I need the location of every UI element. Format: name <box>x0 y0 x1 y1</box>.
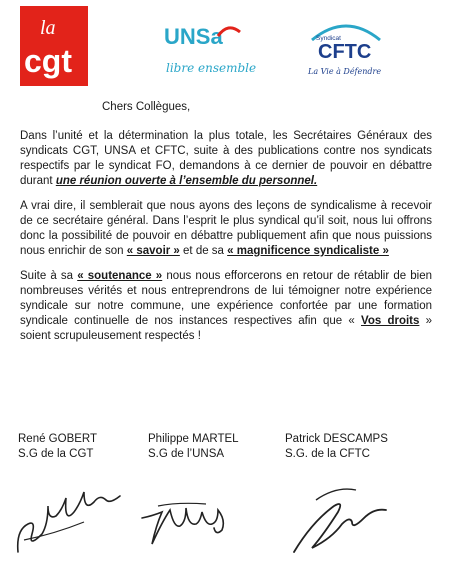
paragraph-3-start: Suite à sa <box>20 270 78 282</box>
signature-block <box>0 432 450 561</box>
cgt-logo-la: la <box>40 17 56 39</box>
signatory-name: René GOBERT <box>18 433 98 445</box>
cftc-logo <box>302 18 390 80</box>
unsa-logo-tagline: libre ensemble <box>166 61 257 75</box>
unsa-logo-text: UNSa <box>164 24 223 49</box>
paragraph-2-text: A vrai dire, il semblerait que nous ayons des leçons de syndicalisme à recevoir de ce secrétaire général. Dans l’esprit le plus syndical qu’il soit, nous lui offrons donc la possibilité de pouvoir en débattre publiquement afin que nous puissions nous enrichir de son <box>20 200 432 257</box>
cftc-logo-text: CFTC <box>318 41 372 63</box>
cftc-logo-tagline: La Vie à Défendre <box>308 67 382 76</box>
paragraph-3-emphasis-soutenance: « soutenance » <box>77 270 163 282</box>
unsa-logo <box>160 12 260 82</box>
signature-cgt <box>10 474 130 559</box>
signatory-cgt <box>18 432 97 462</box>
cftc-logo-small: Syndicat <box>316 35 341 42</box>
paragraph-2-mid: et de sa <box>179 245 228 257</box>
signatory-role: S.G de la CGT <box>18 448 94 460</box>
paragraph-1 <box>20 129 432 189</box>
signatory-role: S.G. de la CFTC <box>285 448 370 460</box>
cgt-logo <box>20 6 88 86</box>
signatory-name: Patrick DESCAMPS <box>285 433 388 445</box>
paragraph-1-emphasis: une réunion ouverte à l’ensemble du personnel. <box>55 175 318 187</box>
cgt-logo-text: cgt <box>24 43 72 79</box>
signature-unsa <box>138 478 258 558</box>
paragraph-3-end: » soient scrupuleusement respectés ! <box>20 315 432 342</box>
paragraph-3-emphasis-droits: Vos droits <box>361 315 420 327</box>
signature-cftc <box>286 476 396 560</box>
signatory-name: Philippe MARTEL <box>148 433 239 445</box>
paragraph-2-emphasis-magnificence: « magnificence syndicaliste » <box>227 245 389 257</box>
signatory-unsa <box>148 432 239 462</box>
signatory-role: S.G de l’UNSA <box>148 448 225 460</box>
paragraph-1-text: Dans l’unité et la détermination la plus totale, les Secrétaires Généraux des syndicats CGT, UNSA et CFTC, suite à des publications contre nos syndicats respectifs par le syndicat FO, demandons à ce dernier de pouvoir en débattre durant <box>20 130 432 187</box>
letter-body <box>20 100 432 354</box>
paragraph-2 <box>20 199 432 259</box>
greeting: Chers Collègues, <box>102 101 191 113</box>
signatory-cftc <box>285 432 388 462</box>
paragraph-2-emphasis-savoir: « savoir » <box>126 245 180 257</box>
logo-header <box>0 0 450 95</box>
paragraph-3-text: nous nous efforcerons en retour de rétablir de bien nombreuses vérités et nous entreprendrons de lui témoigner notre expérience syndicale sur notre commune, une expérience confortée par une formation syndicale continuelle de nos instances respectives afin que « <box>20 270 433 327</box>
paragraph-3 <box>20 269 432 344</box>
